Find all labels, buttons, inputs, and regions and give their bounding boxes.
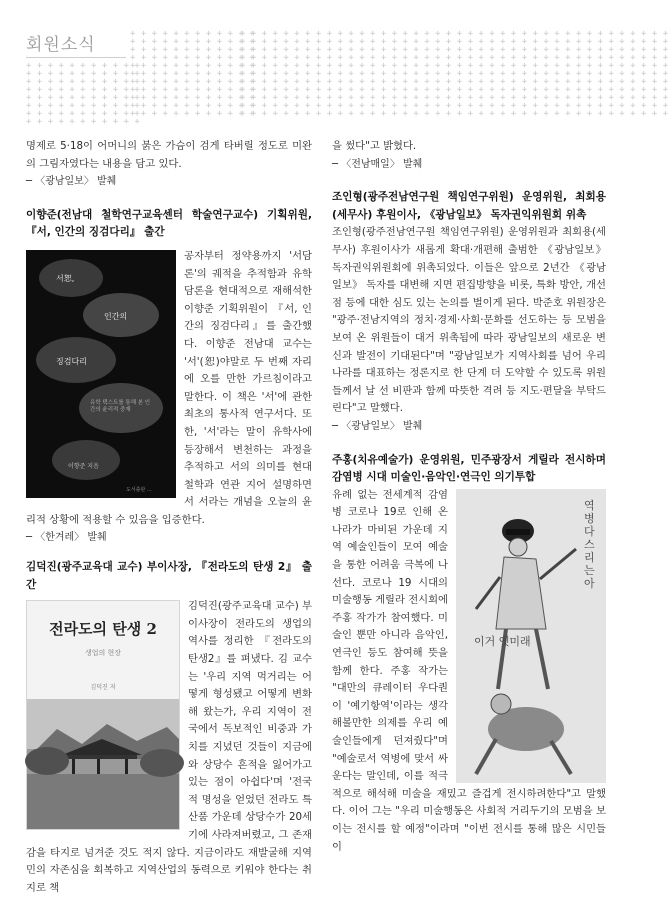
book-publisher: 도서출판 ... <box>126 486 152 493</box>
book-author: 김덕진 저 <box>90 684 116 692</box>
article-source-lee: ─ 〈한겨레〉 발췌 <box>26 532 107 544</box>
book-title-line: 징검다리 <box>56 356 87 366</box>
pavilion-photo <box>27 699 179 829</box>
article-body-lee: 공자부터 정약용까지 '서담론'의 궤적을 추적함과 유학 담론을 현대적으로 재해석한 이향준 기획위원이 『서, 인간의 징검다리』를 출간했다. 이향준 전남대 교수는 '서'(恕)야말로 두 번째 자리에 오를 만한 가르침이라고 말한다. 이 책은 '서'에 관한 최초의 통사적 연구서다. 또한, '서'라는 말이 유학사에 등장해서 변천하는 과정을 추적하고 서의 의미를 현대 철학과 연관 지어 설명하면서 서라는 개념을 오늘의 윤리적 상황에 적용할 수 있음을 입증한다. <box>26 249 312 526</box>
page-header <box>0 0 668 127</box>
article-title-jo: 조인형(광주전남연구원 책임연구위원) 운영위원, 최회용(세무사) 후원이사, 《광남일보》 독자권익위원회 위촉 <box>332 191 606 221</box>
cross-pattern-decoration: + + + + + + + + + + + + + + + + + + + + + + + + + + + + + + + + + + + + + + + + + + + + + + + + + + + + + + + + + + + + + + + + + + + + + + + + + + + + + + + + + + + + + + + + <box>26 61 140 127</box>
article-body-kim: 김덕진(광주교육대 교수) 부이사장이 전라도의 생업의 역사를 정리한 『전라도의 탄생2』를 펴냈다. 김 교수는 '우리 지역 먹거리는 어떻게 형성됐고 어떻게 변화해 왔는가, 우리 지역이 전국에서 독보적인 비중과 가치를 지녔던 것들이 지금에 와 상당수 흔적을 잃어가고 있는 점이 아쉽다'며 '전국적 명성을 얻었던 전라도 특산품 가운데 상당수가 20세기에 사라져버렸고, 그 존재감을 타지로 넘겨준 것도 적지 않다. 지금이라도 재발굴해 지역민의 자존심을 회복하고 지역산업의 동력으로 키워야 한다는 취지로 책 <box>26 600 312 894</box>
header-underline <box>26 57 126 58</box>
right-intro-source: ─ 〈전남매일〉 발췌 <box>332 158 423 170</box>
stepping-stones-illustration <box>26 250 176 498</box>
book-cover-lee <box>26 250 176 498</box>
left-intro-text: 명제로 5·18이 어머니의 붉은 가슴이 검게 타버릴 정도로 미완의 그림자였다는 내용을 담고 있다. <box>26 140 312 170</box>
article-title-lee: 이향준(전남대 철학연구교육센터 학술연구교수) 기획위원, 『서, 인간의 징검다리』 출간 <box>26 208 312 239</box>
article-source-jo: ─ 〈광남일보〉 발췌 <box>332 420 423 432</box>
article-body-jo: 조인형(광주전남연구원 책임연구위원) 운영위원과 최회용(세무사) 후원이사가 새롭게 확대·개편해 출범한 《광남일보》 독자권익위원회에 위촉되었다. 이들은 앞으로 2년간 《광남일보》 독자를 대변해 지면 편집방향을 비롯, 특화 방안, 개선점 등에 대한 심도 있는 논의를 벌이게 된다. 박준호 위원장은 "광주·전남지역의 정치·경제·사회·문화를 선도하는 등 모범을 보여 온 위원들이 대거 위촉됨에 따라 광남일보의 새로운 변신과 발전이 기대된다"며 "광남일보가 지역사회를 넘어 우리나라를 대표하는 정론지로 한 단계 더 도약할 수 있도록 위원들께서 날 선 비판과 함께 따뜻한 격려 등 지도·편달을 부탁드린다"고 말했다. <box>332 226 606 415</box>
right-intro-text: 을 썼다"고 밝혔다. <box>332 140 417 152</box>
painting-inscription: 역병 다스리 는 아 <box>584 498 595 590</box>
artwork-painting <box>456 489 606 783</box>
book-cover-kim <box>26 600 180 830</box>
painting-inscription: 이거 옛미래 <box>474 634 531 648</box>
book-title-line: 인간의 <box>104 311 128 321</box>
left-column <box>26 138 312 897</box>
article-title-kim: 김덕진(광주교육대 교수) 부이사장, 『전라도의 탄생 2』 출간 <box>26 561 312 591</box>
cross-pattern-decoration: + + + + + + + + + + + + + + + + + + + + + + + + + + + + + + + + + + + + + + + + + + + + + + + + + + + + + + + + + + + + + + + + + + + + + + + + + + + + + + + + + + + + + + + + + + + + + + + + + + + + + + + + + + + + + + + + + + + + + + + + + + + + + + + + + + + + + + + + + + + + + + + + + + + + + + + + + + + + + + + + + + + + + + + + + + + + + + + + + + + + + + + + + + + + + + + + + + + + + + + + + + + + + + + + + + + + + + + + + + + + + + + + + + + + + + + + + + + + + + + + + + + + + + + + + + + + + + + + + + + + + + + + + + + + + + + + + + + + + + + + + + + + + + + + + + + + + + + + + + + + + + + + + + + + + + + + + + + + + + + + + + + + + + + + + + + + + + + + + + + + + + + + + + + + + + + + + + + + + + + + + + + + + + + + + + + + + + + + + + + + + + + + + + + + + + + + + + + + + + + + + + + + + + + + + + + + + + + + + + + + + + + + + + + + + + + + + + + + + + + + <box>240 29 668 119</box>
cross-pattern-decoration: + + + + + + + + + + + + + + + + + + + + + + + + + + + + + + + + + + + + + + + + + + + + + + + + + + + + + + + + + + + + + + + + + + + + + + + + + + + + + + + + + + + + + + + + + + + + + + + + + + + + + + + + + + + + + + + + + + + + + + + + + + + + + + + + + + + + <box>130 29 255 119</box>
left-intro-source: ─ 〈광남일보〉 발췌 <box>26 176 117 188</box>
book-author: 이향준 지음 <box>68 462 99 470</box>
article-body-ju: 유례 없는 전세계적 감염병 코로나 19로 인해 온 나라가 마비된 가운데 지역 예술인들이 모여 예술을 통한 어려움 극복에 나선다. 코로나 19 시대의 미술행동 게릴라 전시회에 주홍 작가가 참여했다. 미술인 뿐만 아니라 음악인, 연극인 등도 참여해 뜻을 함께 한다. 주홍 작가는 "대만의 큐레이터 우다퀀이 '예기항역'이라는 생각해볼만한 의제를 우리 예술인들에게 던져줬다"며 "예술로서 역병에 맞서 싸운다는 말인데, 이를 적극적으로 해석해 미술을 재밌고 즐겁게 전시하려한다"고 말했다. 이어 그는 "우리 미술행동은 사회적 거리두기의 모범을 보이는 전시를 할 예정"이라며 "이번 전시를 통해 많은 시민들이 <box>332 488 606 853</box>
right-column <box>332 138 606 856</box>
section-title: 회원소식 <box>26 35 96 55</box>
book-subtitle: 생업의 현장 <box>84 649 122 658</box>
article-title-ju: 주홍(치유예술가) 운영위원, 민주광장서 게릴라 전시하며 감염병 시대 미술인·음악인·연극인 의기투합 <box>332 453 606 484</box>
book-title-line: 서恕, <box>56 273 75 283</box>
book-title: 전라도의 탄생 2 <box>49 620 157 639</box>
book-subtitle: 유학 텍스트를 통해 본 인간의 윤리적 중재 <box>90 399 151 413</box>
